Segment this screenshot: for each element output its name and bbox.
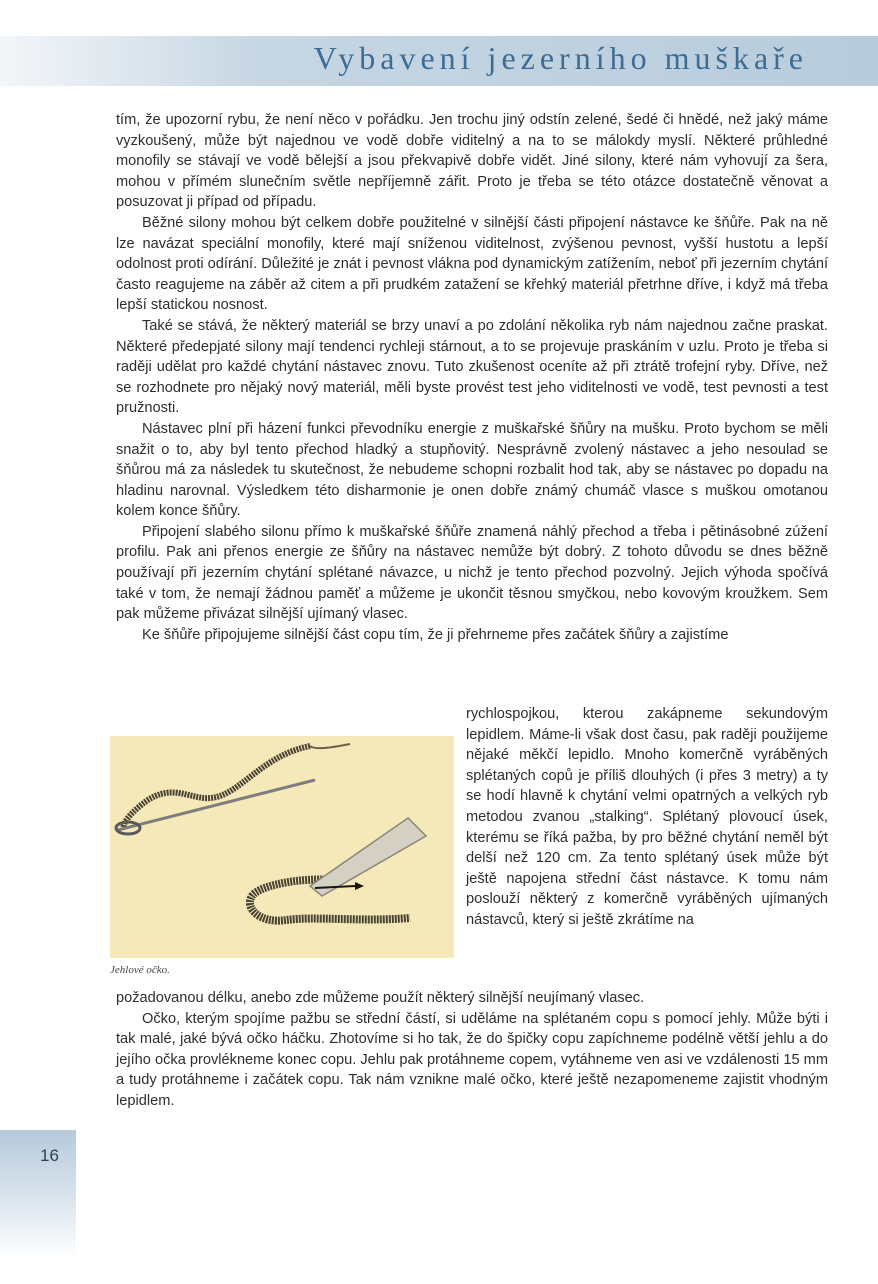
paragraph: požadovanou délku, anebo zde můžeme použít některý silnější neujímaný vlasec. [116,990,645,1006]
arrow-head [355,882,364,890]
text-block-top [116,110,828,645]
braid-needle-drawing [110,736,454,958]
paragraph: Očko, kterým spojíme pažbu se střední částí, si uděláme na splétaném copu s pomocí jehly. Může býti i tak malé, jaké bývá očko háčku. Zhotovíme si ho tak, že do špičky copu zapíchneme podélně větší jehlu a do jejího očka provlékneme konec copu. Jehlu pak protáhneme copem, vytáhneme ven asi ve vzdálenosti 15 mm a tudy protáhneme i začátek copu. Tak nám vznikne malé očko, které ještě nezapomeneme zajistit vhodným lepidlem. [116,1010,828,1109]
needle [118,780,315,830]
paragraph: Také se stává, že některý materiál se brzy unaví a po zdolání několika ryb nám najednou začne praskat. Některé předepjaté silony mají tendenci rychleji stárnout, a to se projevuje praskáním v uzlu. Proto je třeba si raději udělat pro každé chytání nástavec znovu. Tuto zkušenost oceníte až při ztrátě trofejní ryby. Dříve, než se rozhodnete pro nějaký nový materiál, měli byste provést test jeho viditelnosti ve vodě, test pevnosti a test pružnosti. [116,317,828,417]
paragraph: tím, že upozorní rybu, že není něco v pořádku. Jen trochu jiný odstín zelené, šedé či hnědé, než jaký máme vyzkoušený, může být najednou ve vodě dobře viditelný a na to se málokdy myslí. Některé průhledné monofily se stávají ve vodě bělejší a jsou překvapivě dobře vidět. Jiné silony, které nám vyhovují za šera, mohou v přímém slunečním světle nepříjemně zářit. Proto je třeba se této otázce dostatečně věnovat a posuzovat ji případ od případu. [116,112,828,211]
paragraph: Ke šňůře připojujeme silnější část copu tím, že ji přehrneme přes začátek šňůry a zajistíme [142,626,729,643]
braid-line-upper-thin [310,744,350,748]
page-number-band [0,1130,76,1260]
needle-tip [310,818,426,896]
paragraph: Běžné silony mohou být celkem dobře použitelné v silnější části připojení nástavce ke šňůře. Pak na ně lze navázat speciální monofily, které mají sníženou viditelnost, zvýšenou pevnost, vyšší hustotu a lepší odolnost proti odírání. Důležité je znát i pevnost vlákna pod dynamickým zatížením, neboť při jezerním chytání často reagujeme na záběr až citem a při prudkém zatažení se křehký materiál přetrhne dříve, i když má třeba lepší statickou nosnost. [116,214,829,314]
text-block-bottom [116,988,828,1112]
page-title: Vybavení jezerního muškaře [313,40,808,76]
paragraph: Připojení slabého silonu přímo k muškařské šňůře znamená náhlý přechod a třeba i pětinásobné zúžení profilu. Pak ani přenos energie ze šňůry na nástavec nemůže být dobrý. Z tohoto důvodu se dnes běžně používají při jezerním chytání splétané návazce, u nichž je tento přechod pozvolný. Jejich výhoda spočívá také v tom, že nemají žádnou paměť a můžeme je ukončit těsnou smyčkou, nebo kovovým kroužkem. Sem pak můžeme přivázat silnější ujímaný vlasec. [116,523,828,623]
figure-caption: Jehlové očko. [110,964,170,976]
page-number: 16 [40,1146,59,1165]
text-block-side [466,704,828,931]
needle-eye-illustration [110,736,454,958]
paragraph: Nástavec plní při házení funkci převodníku energie z muškařské šňůry na mušku. Proto bychom se měli snažit o to, aby byl tento přechod hladký a stupňovitý. Nesprávně zvolený nástavec a jeho nesoulad se šňůrou má za následek tu skutečnost, že nebudeme schopni rozbalit hod tak, aby se nástavec po dopadu na hladinu narovnal. Výsledkem této disharmonie je onen dobře známý chumáč vlasce s muškou omotanou kolem konce šňůry. [116,420,828,520]
paragraph: rychlospojkou, kterou zakápneme sekundovým lepidlem. Máme-li však dost času, pak raději použijeme nějaké měkčí lepidlo. Mnoho komerčně vyráběných splétaných copů je příliš dlouhých (i přes 3 metry) a ty se hodí hlavně k chytání velmi opatrných a velkých ryb metodou zvanou „stalking“. Splétaný plovoucí úsek, kterému se říká pažba, by pro běžné chytání neměl být delší než 120 cm. Za tento splétaný úsek může být ještě napojena střední část nástavce. K tomu nám poslouží některý z komerčně vyráběných ujímaných nástavců, který si ještě zkrátíme na [466,706,828,928]
